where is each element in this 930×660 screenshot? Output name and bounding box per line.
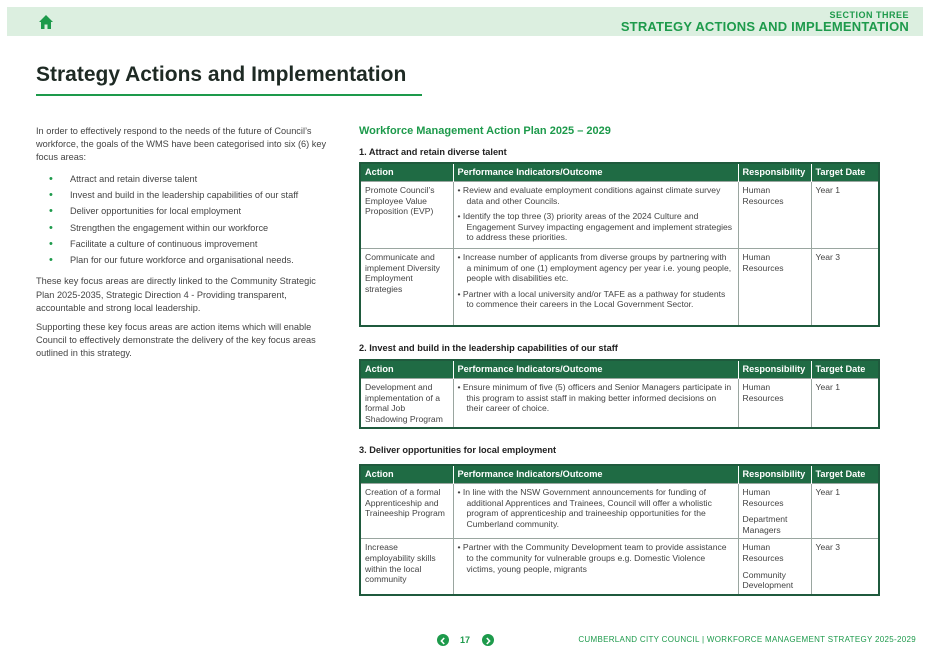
- focus-area-item: • Invest and build in the leadership capabilities of our staff: [36, 189, 328, 202]
- responsibility-item: Human Resources: [742, 382, 784, 403]
- home-icon[interactable]: [38, 14, 54, 30]
- responsibility-cell: [738, 182, 811, 249]
- responsibility-cell: [738, 484, 811, 539]
- header-responsibility: Responsibility: [738, 465, 811, 484]
- section-2-table: [359, 359, 880, 429]
- responsibility-cell: [738, 539, 811, 595]
- action-cell: Communicate and implement Diversity Employment strategies: [360, 249, 453, 326]
- table-header-row: [360, 360, 879, 379]
- outcome-item: • Partner with the Community Development team to provide assistance to the community for vulnerable groups e.g. Domestic Violence victims, young people, migrants: [457, 542, 727, 574]
- section-1-heading: 1. Attract and retain diverse talent: [359, 147, 507, 157]
- header-pio: Performance Indicators/Outcome: [453, 163, 738, 182]
- header-action: Action: [360, 163, 453, 182]
- responsibility-item: Human Resources: [742, 252, 784, 273]
- focus-area-item: • Facilitate a culture of continuous improvement: [36, 238, 328, 251]
- target-cell: Year 1: [811, 379, 879, 429]
- outcome-cell: [453, 484, 738, 539]
- target-cell: Year 1: [811, 182, 879, 249]
- focus-area-item: • Strengthen the engagement within our workforce: [36, 222, 328, 235]
- intro-lead: In order to effectively respond to the needs of the future of Council’s workforce, the goals of the WMS have been categorised into six (6) key focus areas:: [36, 126, 327, 163]
- table-row: [360, 249, 879, 326]
- outcome-item: • Identify the top three (3) priority areas of the 2024 Culture and Engagement Survey impacting engagement and implement strategies to address these priorities.: [457, 211, 733, 243]
- action-cell: Increase employability skills within the local community: [360, 539, 453, 595]
- action-cell: Promote Council’s Employee Value Proposition (EVP): [360, 182, 453, 249]
- intro-text: [36, 125, 328, 367]
- target-cell: Year 3: [811, 539, 879, 595]
- outcome-item: • Ensure minimum of five (5) officers and Senior Managers participate in this program to assist staff in making better informed decisions on their career of choice.: [457, 382, 732, 414]
- intro-paragraph-2: These key focus areas are directly linked to the Community Strategic Plan 2025-2035, Strategic Direction 4 - Providing transparent, accountable and strong local leadership.: [36, 276, 316, 313]
- header-responsibility: Responsibility: [738, 360, 811, 379]
- table-row: [360, 484, 879, 539]
- intro-paragraph-3: Supporting these key focus areas are action items which will enable Council to effectively demonstrate the delivery of the key focus areas outlined in this strategy.: [36, 321, 316, 359]
- header-pio: Performance Indicators/Outcome: [453, 465, 738, 484]
- action-cell: Development and implementation of a formal Job Shadowing Program: [360, 379, 453, 429]
- responsibility-cell: [738, 379, 811, 429]
- table-row: [360, 539, 879, 595]
- outcome-item: • Review and evaluate employment conditions against climate survey data and other Councils.: [457, 185, 721, 206]
- header-target: Target Date: [811, 465, 879, 484]
- header-pio: Performance Indicators/Outcome: [453, 360, 738, 379]
- page-title: Strategy Actions and Implementation: [36, 63, 407, 86]
- responsibility-item: Department Managers: [742, 514, 788, 535]
- outcome-cell: [453, 539, 738, 595]
- chevron-left-icon[interactable]: [437, 634, 449, 646]
- title-underline: [36, 94, 422, 96]
- table-row: [360, 379, 879, 429]
- section-3-table: [359, 464, 880, 596]
- outcome-cell: [453, 379, 738, 429]
- responsibility-item: Community Development: [742, 569, 794, 591]
- section-1-table: [359, 162, 880, 327]
- header-target: Target Date: [811, 360, 879, 379]
- outcome-cell: [453, 182, 738, 249]
- footer-text: CUMBERLAND CITY COUNCIL | WORKFORCE MANAGEMENT STRATEGY 2025-2029: [578, 635, 916, 644]
- action-plan-title: Workforce Management Action Plan 2025 – 2029: [359, 125, 611, 137]
- section-3-heading: 3. Deliver opportunities for local employment: [359, 445, 557, 455]
- section-title: STRATEGY ACTIONS AND IMPLEMENTATION: [620, 19, 909, 34]
- page-number: 17: [460, 635, 471, 645]
- focus-area-list: [36, 173, 328, 268]
- header-responsibility: Responsibility: [738, 163, 811, 182]
- header-action: Action: [360, 360, 453, 379]
- chevron-right-icon[interactable]: [482, 634, 494, 646]
- focus-area-item: • Attract and retain diverse talent: [36, 173, 328, 186]
- outcome-item: • Partner with a local university and/or TAFE as a pathway for students to commence their careers in the Local Government Sector.: [457, 288, 726, 310]
- section-2-heading: 2. Invest and build in the leadership capabilities of our staff: [359, 343, 618, 353]
- responsibility-item: Human Resources: [742, 487, 784, 508]
- target-cell: Year 1: [811, 484, 879, 539]
- responsibility-item: Human Resources: [742, 185, 784, 206]
- responsibility-cell: [738, 249, 811, 326]
- outcome-cell: [453, 249, 738, 326]
- table-header-row: [360, 465, 879, 484]
- table-header-row: [360, 163, 879, 182]
- action-cell: Creation of a formal Apprenticeship and Traineeship Program: [360, 484, 453, 539]
- outcome-item: • Increase number of applicants from diverse groups by partnering with a minimum of one (1) employment agency per year i.e. young people, people with disabilities etc.: [457, 252, 732, 284]
- responsibility-item: Human Resources: [742, 542, 784, 563]
- target-cell: Year 3: [811, 249, 879, 326]
- section-label: SECTION THREE: [829, 10, 909, 20]
- focus-area-item: • Plan for our future workforce and organisational needs.: [36, 254, 328, 267]
- header-target: Target Date: [811, 163, 879, 182]
- header-action: Action: [360, 465, 453, 484]
- table-row: [360, 182, 879, 249]
- outcome-item: • In line with the NSW Government announcements for funding of additional Apprentices and Trainees, Council will offer a wholistic program of apprenticeship and traineeship opportunities for the Cumberland community.: [457, 487, 712, 529]
- focus-area-item: • Deliver opportunities for local employment: [36, 205, 328, 218]
